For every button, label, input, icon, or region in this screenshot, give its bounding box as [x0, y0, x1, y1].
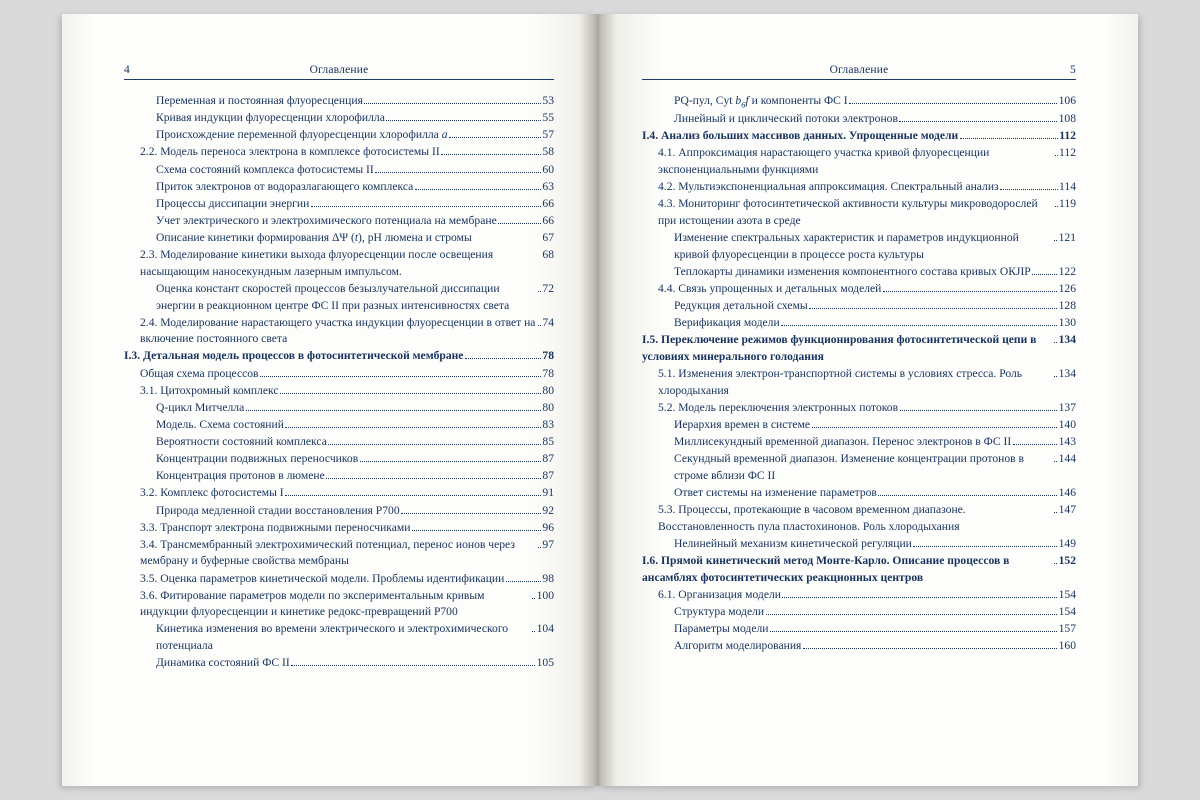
toc-page-number: 85 — [542, 435, 554, 448]
toc-page-number: 160 — [1058, 639, 1076, 653]
toc-entry-label: Оценка констант скоростей процессов безызлучательной диссипации энергии в реакционном центре ФС II при разных интенсивностях света — [156, 281, 510, 312]
toc-entry-label: 4.2. Мультиэкспоненциальная аппроксимация. Спектральный анализ — [658, 180, 999, 194]
toc-entry[interactable] — [156, 417, 554, 434]
toc-leader-dots — [1032, 274, 1057, 275]
toc-page-number: 146 — [1058, 485, 1076, 499]
toc-page-number: 63 — [542, 179, 554, 193]
toc-entry[interactable] — [140, 588, 554, 621]
toc-entry-label: Приток электронов от водоразлагающего комплекса — [156, 179, 414, 193]
toc-entry[interactable] — [658, 502, 1076, 535]
toc-entry[interactable] — [140, 383, 554, 400]
toc-leader-dots — [260, 376, 541, 377]
toc-entry[interactable] — [658, 587, 1076, 604]
toc-entry-label: PQ-пул, Cyt $b_6f$ и компоненты ФС I — [674, 94, 848, 110]
toc-entry-label: Природа медленной стадии восстановления Р700 — [156, 503, 400, 517]
toc-entry[interactable] — [642, 128, 1076, 145]
toc-page-number: 157 — [1058, 621, 1076, 635]
toc-entry-label: Параметры модели — [674, 621, 769, 635]
toc-entry[interactable] — [674, 536, 1076, 553]
toc-leader-dots — [538, 547, 541, 548]
toc-entry-label: Учет электрического и электрохимического потенциала на мембране — [156, 213, 497, 227]
toc-page-number: 128 — [1058, 299, 1076, 313]
toc-page-number: 80 — [542, 400, 554, 414]
toc-entry-label: Редукция детальной схемы — [674, 299, 808, 313]
toc-page-number: 72 — [542, 281, 554, 295]
toc-leader-dots — [766, 614, 1058, 615]
toc-entry-label: Процессы диссипации энергии — [156, 196, 310, 210]
toc-entry-label: Нелинейный механизм кинетической регуляции — [674, 536, 912, 550]
toc-entry-label: Кривая индукции флуоресценции хлорофилла — [156, 111, 385, 125]
toc-entry-label: I.6. Прямой кинетический метод Монте-Карло. Описание процессов в ансамблях фотосинтетических реакционных центров — [642, 553, 1010, 584]
toc-leader-dots — [285, 495, 541, 496]
toc-page-number: 112 — [1059, 129, 1076, 143]
toc-entry-label: 5.3. Процессы, протекающие в часовом временном диапазоне. Восстановленность пула пластохинонов. Роль хлородыхания — [658, 503, 966, 533]
toc-entry[interactable] — [156, 213, 554, 230]
toc-page-number: 152 — [1058, 553, 1076, 567]
toc-leader-dots — [375, 172, 541, 173]
toc-page-number: 104 — [536, 622, 554, 636]
toc-leader-dots — [878, 495, 1057, 496]
toc-entry-label: Концентрации подвижных переносчиков — [156, 452, 359, 466]
toc-entry[interactable] — [156, 93, 554, 110]
toc-page-number: 140 — [1058, 417, 1076, 431]
toc-entry[interactable] — [140, 537, 554, 570]
toc-leader-dots — [812, 427, 1058, 428]
toc-page-number: 66 — [542, 213, 554, 227]
toc-entry[interactable] — [124, 348, 554, 365]
toc-entry-label: 3.2. Комплекс фотосистемы I — [140, 486, 284, 500]
toc-page-number: 154 — [1058, 604, 1076, 618]
toc-page-number: 112 — [1059, 146, 1076, 160]
toc-entry[interactable] — [674, 638, 1076, 655]
toc-entry-label: 3.3. Транспорт электрона подвижными переносчиками — [140, 520, 411, 534]
toc-entry-label: Описание кинетики формирования ΔΨ (t), pH люмена и стромы — [156, 231, 472, 244]
toc-entry[interactable] — [156, 451, 554, 468]
toc-entry-label: Общая схема процессов — [140, 366, 259, 380]
toc-page-number: 68 — [542, 248, 554, 262]
toc-page-number: 58 — [542, 145, 554, 159]
toc-leader-dots — [900, 410, 1058, 411]
toc-page-number: 53 — [542, 94, 554, 107]
toc-entry-label: Кинетика изменения во времени электрического и электрохимического потенциала — [156, 622, 509, 652]
toc-leader-dots — [441, 154, 541, 155]
page-right — [598, 14, 1138, 786]
toc-entry[interactable] — [156, 110, 554, 127]
toc-entry[interactable] — [140, 366, 554, 383]
toc-page-number: 91 — [542, 486, 554, 500]
toc-entry[interactable] — [140, 315, 554, 348]
toc-entry[interactable] — [156, 179, 554, 196]
toc-entry[interactable] — [156, 400, 554, 417]
toc-entry-label: Концентрация протонов в люмене — [156, 469, 325, 483]
toc-entry[interactable] — [674, 298, 1076, 315]
toc-page-number: 57 — [542, 128, 554, 142]
toc-leader-dots — [770, 631, 1057, 632]
toc-page-number: 67 — [542, 231, 554, 244]
toc-entry-label: Ответ системы на изменение параметров — [674, 485, 877, 499]
toc-page-number: 87 — [542, 469, 554, 483]
toc-entry[interactable] — [642, 553, 1076, 586]
toc-entry[interactable] — [140, 520, 554, 537]
toc-leader-dots — [246, 410, 541, 411]
toc-entry-label: Линейный и циклический потоки электронов — [674, 112, 898, 126]
toc-leader-dots — [360, 461, 541, 462]
toc-leader-dots — [364, 103, 541, 104]
toc-entry[interactable] — [156, 127, 554, 144]
toc-entry[interactable] — [674, 434, 1076, 451]
toc-entry-label: 3.4. Трансмембранный электрохимический потенциал, перенос ионов через мембрану и буферные свойства мембраны — [140, 537, 515, 568]
toc-entry[interactable] — [658, 400, 1076, 417]
toc-leader-dots — [1054, 376, 1057, 377]
toc-leader-dots — [1000, 189, 1057, 190]
toc-leader-dots — [1054, 512, 1057, 513]
toc-entry[interactable] — [642, 332, 1076, 365]
toc-leader-dots — [849, 103, 1057, 104]
toc-entry[interactable] — [674, 315, 1076, 332]
toc-entry[interactable] — [156, 434, 554, 451]
page-left-content — [62, 64, 598, 672]
toc-leader-dots — [781, 325, 1057, 326]
toc-leader-dots — [538, 291, 541, 292]
toc-leader-dots — [326, 478, 541, 479]
toc-list-right — [642, 93, 1076, 655]
toc-leader-dots — [913, 546, 1057, 547]
running-head-right — [642, 64, 1076, 80]
toc-page-number: 78 — [542, 366, 554, 380]
toc-entry[interactable] — [674, 604, 1076, 621]
toc-entry-label: Верификация модели — [674, 316, 780, 330]
toc-entry[interactable] — [674, 111, 1076, 128]
toc-page-number: 80 — [542, 383, 554, 397]
toc-entry[interactable] — [156, 162, 554, 179]
toc-leader-dots — [291, 665, 535, 666]
toc-leader-dots — [449, 137, 541, 138]
toc-entry-label: Вероятности состояний комплекса — [156, 435, 327, 448]
toc-entry-label: 2.2. Модель переноса электрона в комплексе фотосистемы II — [140, 145, 440, 159]
toc-leader-dots — [532, 598, 535, 599]
toc-entry-label: Динамика состояний ФС II — [156, 656, 290, 670]
running-head-title-right: Оглавление — [829, 64, 889, 76]
toc-entry-label: 4.4. Связь упрощенных и детальных моделей — [658, 281, 882, 295]
toc-page-number: 121 — [1058, 231, 1076, 245]
toc-entry-label: Переменная и постоянная флуоресценция — [156, 94, 363, 107]
toc-page-number: 87 — [542, 452, 554, 466]
folio-right: 5 — [1070, 64, 1076, 76]
toc-entry[interactable] — [674, 621, 1076, 638]
toc-entry[interactable] — [674, 230, 1076, 263]
toc-entry[interactable] — [658, 145, 1076, 178]
toc-leader-dots — [506, 581, 541, 582]
toc-leader-dots — [1054, 563, 1057, 564]
toc-list-left — [124, 93, 554, 672]
toc-entry[interactable] — [156, 196, 554, 213]
toc-entry[interactable] — [156, 230, 554, 247]
toc-page-number: 149 — [1058, 536, 1076, 550]
toc-page-number: 143 — [1058, 435, 1076, 449]
toc-entry-label: Миллисекундный временной диапазон. Перенос электронов в ФС II — [674, 435, 1012, 449]
toc-page-number: 137 — [1058, 400, 1076, 414]
toc-page-number: 122 — [1058, 264, 1076, 278]
toc-page-number: 55 — [542, 111, 554, 125]
toc-entry[interactable] — [658, 366, 1076, 399]
toc-entry-label: 6.1. Организация модели — [658, 587, 781, 601]
toc-leader-dots — [1013, 444, 1057, 445]
toc-entry[interactable] — [658, 179, 1076, 196]
running-head-title-left: Оглавление — [309, 64, 369, 76]
toc-entry-label: Алгоритм моделирования — [674, 639, 802, 653]
toc-entry-label: 4.3. Мониторинг фотосинтетической активности культуры микроводорослей при истощении азота в среде — [658, 197, 1038, 227]
toc-entry-label: Происхождение переменной флуоресценции хлорофилла а — [156, 128, 448, 142]
toc-entry-label: 5.1. Изменения электрон-транспортной системы в условиях стресса. Роль хлородыхания — [658, 367, 1023, 397]
toc-entry-label: 3.5. Оценка параметров кинетической модели. Проблемы идентификации — [140, 571, 505, 585]
toc-page-number: 144 — [1058, 452, 1076, 466]
toc-entry-label: I.3. Детальная модель процессов в фотосинтетической мембране — [124, 349, 464, 363]
toc-entry-label: Иерархия времен в системе — [674, 417, 811, 431]
toc-entry-label: 2.3. Моделирование кинетики выхода флуоресценции после освещения насыщающим наносекундным лазерным импульсом. — [140, 248, 494, 278]
toc-leader-dots — [386, 120, 541, 121]
toc-entry[interactable] — [140, 247, 554, 280]
toc-page-number: 100 — [536, 588, 554, 602]
toc-page-number: 126 — [1058, 281, 1076, 295]
toc-leader-dots — [311, 206, 541, 207]
toc-page-number: 78 — [542, 349, 554, 363]
toc-leader-dots — [1054, 240, 1057, 241]
toc-page-number: 74 — [542, 315, 554, 329]
toc-leader-dots — [415, 189, 541, 190]
toc-entry[interactable] — [140, 144, 554, 161]
toc-page-number: 147 — [1058, 503, 1076, 517]
toc-leader-dots — [532, 631, 535, 632]
running-head-left — [124, 64, 554, 80]
toc-page-number: 154 — [1058, 587, 1076, 601]
folio-left: 4 — [124, 64, 130, 76]
toc-leader-dots — [280, 393, 541, 394]
toc-entry-label: Структура модели — [674, 604, 765, 618]
toc-page-number: 114 — [1059, 180, 1076, 194]
toc-entry-label: 3.6. Фитирование параметров модели по экспериментальным кривым индукции флуоресценции и кинетике редокс-превращений Р700 — [140, 588, 485, 619]
toc-leader-dots — [498, 223, 541, 224]
toc-page-number: 119 — [1059, 197, 1076, 211]
toc-entry-label: 3.1. Цитохромный комплекс — [140, 383, 279, 397]
toc-entry[interactable] — [658, 281, 1076, 298]
toc-entry[interactable] — [156, 655, 554, 672]
toc-page-number: 105 — [536, 656, 554, 670]
toc-entry-label: Q-цикл Митчелла — [156, 400, 245, 414]
toc-page-number: 98 — [542, 571, 554, 585]
toc-leader-dots — [401, 513, 541, 514]
page-left — [62, 14, 598, 786]
toc-leader-dots — [803, 648, 1057, 649]
toc-page-number: 97 — [542, 537, 554, 551]
toc-page-number: 130 — [1058, 316, 1076, 330]
toc-entry[interactable] — [674, 417, 1076, 434]
toc-entry[interactable] — [156, 503, 554, 520]
toc-entry-label: 2.4. Моделирование нарастающего участка индукции флуоресценции в ответ на включение постоянного света — [140, 315, 536, 346]
toc-leader-dots — [960, 138, 1058, 139]
toc-page-number: 134 — [1058, 333, 1076, 347]
toc-entry[interactable] — [674, 485, 1076, 502]
toc-page-number: 83 — [542, 417, 554, 431]
toc-entry-label: Изменение спектральных характеристик и параметров индукционной кривой флуоресценции в процессе роста культуры — [674, 231, 1019, 261]
toc-leader-dots — [285, 427, 541, 428]
toc-leader-dots — [782, 597, 1057, 598]
toc-entry[interactable] — [674, 451, 1076, 484]
toc-entry[interactable] — [140, 571, 554, 588]
toc-page-number: 92 — [542, 503, 554, 517]
toc-leader-dots — [1055, 155, 1058, 156]
toc-entry[interactable] — [156, 281, 554, 314]
toc-entry-label: Теплокарты динамики изменения компонентного состава кривых ОКЈІР — [674, 264, 1031, 278]
toc-leader-dots — [809, 308, 1057, 309]
toc-page-number: 106 — [1058, 94, 1076, 107]
toc-leader-dots — [465, 358, 541, 359]
toc-page-number: 66 — [542, 196, 554, 210]
toc-page-number: 60 — [542, 162, 554, 176]
toc-leader-dots — [412, 530, 541, 531]
toc-entry-label: 4.1. Аппроксимация нарастающего участка кривой флуоресценции экспоненциальными функциями — [658, 146, 990, 177]
toc-page-number: 108 — [1058, 112, 1076, 126]
toc-page-number: 96 — [542, 520, 554, 534]
toc-entry-label: Модель. Схема состояний — [156, 417, 284, 431]
toc-entry-label: Схема состояний комплекса фотосистемы II — [156, 162, 374, 176]
page-right-content — [598, 64, 1138, 655]
toc-entry[interactable] — [156, 468, 554, 485]
toc-leader-dots — [883, 291, 1057, 292]
toc-leader-dots — [1054, 461, 1057, 462]
toc-entry-label: Секундный временной диапазон. Изменение концентрации протонов в строме вблизи ФС II — [674, 452, 1024, 482]
toc-entry[interactable] — [658, 196, 1076, 229]
toc-entry-label: I.4. Анализ больших массивов данных. Упрощенные модели — [642, 129, 959, 143]
toc-page-number: 134 — [1058, 367, 1076, 381]
toc-entry-label: 5.2. Модель переключения электронных потоков — [658, 400, 899, 414]
toc-entry[interactable] — [674, 93, 1076, 111]
toc-leader-dots — [538, 325, 541, 326]
toc-leader-dots — [899, 121, 1057, 122]
toc-leader-dots — [328, 444, 541, 445]
toc-leader-dots — [1055, 206, 1058, 207]
toc-entry-label: I.5. Переключение режимов функционирования фотосинтетической цепи в условиях минерального голодания — [642, 333, 1037, 363]
toc-leader-dots — [1054, 342, 1057, 343]
toc-entry[interactable] — [140, 485, 554, 502]
toc-entry[interactable] — [156, 621, 554, 654]
toc-entry[interactable] — [674, 264, 1076, 281]
